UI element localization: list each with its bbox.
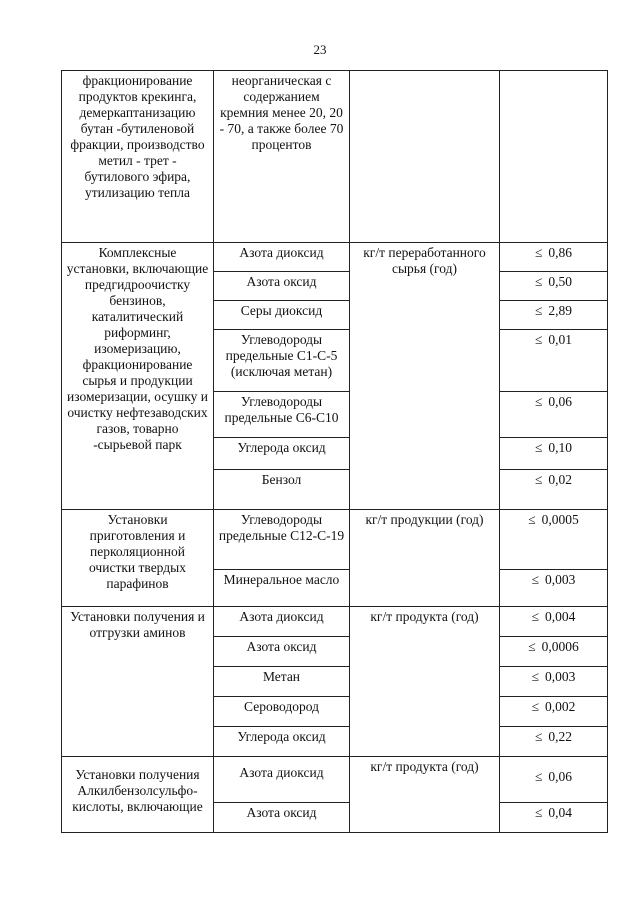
table-row [62, 243, 608, 272]
le-symbol: ≤ [534, 274, 543, 289]
value-cell [500, 470, 608, 510]
value-cell [500, 392, 608, 438]
substance-cell: неорганическая с содержанием кремния менее 20, 20 - 70, а также более 70 процентов [214, 71, 350, 243]
value-cell [500, 607, 608, 637]
emission-norms-table [61, 70, 608, 833]
substance-cell: Углеводороды предельные С12-С-19 [214, 510, 350, 570]
substance-cell: Серы диоксид [214, 301, 350, 330]
value-cell [500, 243, 608, 272]
le-symbol: ≤ [534, 805, 543, 820]
value-number: 2,89 [548, 303, 573, 318]
unit-cell: кг/т продукта (год) [350, 607, 500, 757]
process-cell: фракционирование продуктов крекинга, демеркаптанизацию бутан -бутиленовой фракции, производство метил - трет - бутилового эфира, утилизацию тепла [62, 71, 214, 243]
value-cell [500, 570, 608, 607]
value-number: 0,003 [545, 669, 576, 684]
value-cell [500, 803, 608, 833]
table-row [62, 510, 608, 570]
substance-cell: Бензол [214, 470, 350, 510]
value-number: 0,003 [545, 572, 576, 587]
substance-cell: Азота диоксид [214, 243, 350, 272]
le-symbol: ≤ [534, 332, 543, 347]
le-symbol: ≤ [531, 609, 540, 624]
value-number: 0,06 [548, 394, 573, 409]
substance-cell: Метан [214, 667, 350, 697]
le-symbol: ≤ [531, 669, 540, 684]
value-number: 0,02 [548, 472, 573, 487]
process-cell: Установки получения и отгрузки аминов [62, 607, 214, 757]
unit-cell: кг/т переработанного сырья (год) [350, 243, 500, 510]
substance-cell: Минеральное масло [214, 570, 350, 607]
substance-cell: Азота диоксид [214, 607, 350, 637]
process-cell: Установки приготовления и перколяционной очистки твердых парафинов [62, 510, 214, 607]
value-number: 0,0005 [541, 512, 579, 527]
le-symbol: ≤ [534, 394, 543, 409]
le-symbol: ≤ [534, 440, 543, 455]
le-symbol: ≤ [534, 472, 543, 487]
substance-cell: Азота оксид [214, 637, 350, 667]
substance-cell: Углеводороды предельные С6-С10 [214, 392, 350, 438]
value-cell [500, 727, 608, 757]
process-cell: Комплексные установки, включающие предгидроочистку бензинов, каталитический риформинг, изомеризацию, фракционирование сырья и продукции изомеризации, осушку и очистку нефтезаводских газов, товарно -сырьевой парк [62, 243, 214, 510]
substance-cell: Углеводороды предельные С1-С-5 (исключая метан) [214, 330, 350, 392]
process-cell: Установки получения Алкилбензолсульфо-кислоты, включающие [62, 757, 214, 833]
value-cell [500, 330, 608, 392]
le-symbol: ≤ [534, 769, 543, 784]
value-cell [500, 272, 608, 301]
value-number: 0,002 [545, 699, 576, 714]
value-number: 0,22 [548, 729, 573, 744]
le-symbol: ≤ [531, 699, 540, 714]
value-cell [500, 438, 608, 470]
le-symbol: ≤ [534, 245, 543, 260]
unit-cell [350, 71, 500, 243]
le-symbol: ≤ [531, 572, 540, 587]
value-number: 0,004 [545, 609, 576, 624]
table-row [62, 71, 608, 243]
unit-cell: кг/т продукции (год) [350, 510, 500, 607]
table-row [62, 757, 608, 803]
substance-cell: Азота оксид [214, 272, 350, 301]
value-number: 0,10 [548, 440, 573, 455]
substance-cell: Сероводород [214, 697, 350, 727]
le-symbol: ≤ [528, 512, 536, 527]
substance-cell: Углерода оксид [214, 438, 350, 470]
le-symbol: ≤ [534, 729, 543, 744]
substance-cell: Азота диоксид [214, 757, 350, 803]
le-symbol: ≤ [534, 303, 543, 318]
table-row [62, 607, 608, 637]
value-number: 0,04 [548, 805, 573, 820]
value-number: 0,01 [548, 332, 573, 347]
value-number: 0,86 [548, 245, 573, 260]
value-cell [500, 637, 608, 667]
value-cell [500, 510, 608, 570]
value-cell [500, 301, 608, 330]
value-number: 0,50 [548, 274, 573, 289]
value-number: 0,0006 [541, 639, 579, 654]
substance-cell: Азота оксид [214, 803, 350, 833]
substance-cell: Углерода оксид [214, 727, 350, 757]
le-symbol: ≤ [528, 639, 536, 654]
value-cell [500, 757, 608, 803]
value-number: 0,06 [548, 769, 573, 784]
value-cell [500, 71, 608, 243]
page-number: 23 [313, 42, 327, 57]
value-cell [500, 697, 608, 727]
unit-cell: кг/т продукта (год) [350, 757, 500, 833]
value-cell [500, 667, 608, 697]
